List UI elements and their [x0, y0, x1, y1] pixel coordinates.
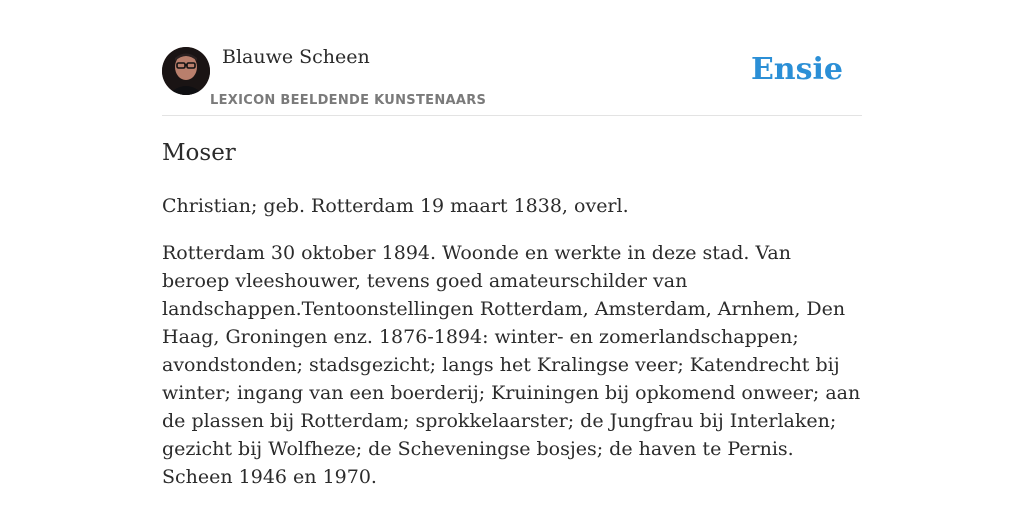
lexicon-subtitle[interactable]: LEXICON BEELDENDE KUNSTENAARS: [210, 93, 487, 108]
avatar-photo: [162, 47, 210, 95]
article-paragraph-3: Scheen 1946 en 1970.: [162, 466, 377, 488]
author-avatar[interactable]: [162, 47, 210, 95]
page-header: [162, 40, 862, 116]
ensie-logo[interactable]: Ensie: [750, 52, 843, 87]
article-paragraph-2: Rotterdam 30 oktober 1894. Woonde en werkte in deze stad. Van beroep vleeshouwer, tevens goed amateurschilder van landschappen.Tentoonstellingen Rotterdam, Amsterdam, Arnhem, Den Haag, Groningen enz. 1876-1894: winter- en zomerlandschappen; avondstonden; stadsgezicht; langs het Kralingse veer; Katendrecht bij winter; ingang van een boerderij; Kruiningen bij opkomend onweer; aan de plassen bij Rotterdam; sprokkelaarster; de Jungfrau bij Interlaken; gezicht bij Wolfheze; de Scheveningse bosjes; de haven te Pernis.: [162, 242, 861, 460]
author-name[interactable]: Blauwe Scheen: [222, 46, 370, 68]
page-title: Moser: [162, 140, 236, 166]
article-paragraph-1: Christian; geb. Rotterdam 19 maart 1838, overl.: [162, 195, 629, 217]
